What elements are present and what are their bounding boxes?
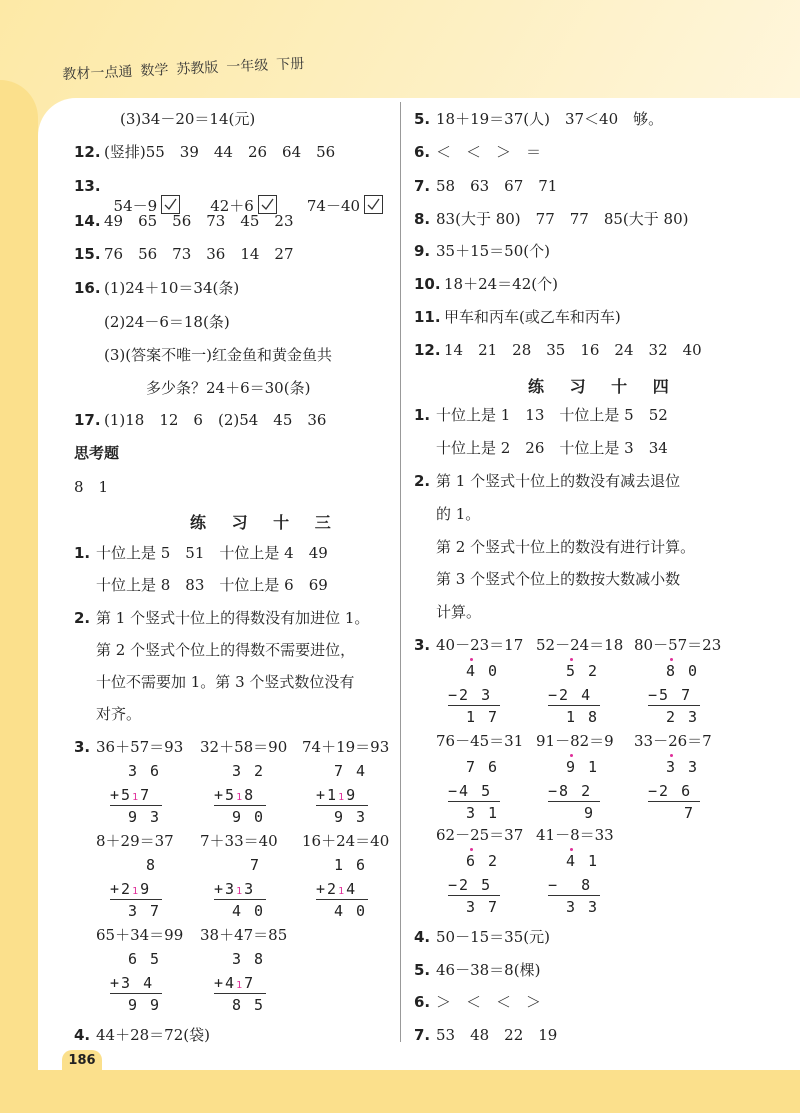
vertical-rule — [448, 801, 500, 802]
equation: 16＋24＝40 — [302, 832, 390, 850]
question-number: 16. — [74, 279, 101, 297]
vertical-digits: +518 — [214, 786, 256, 804]
vertical-rule — [110, 993, 162, 994]
question-number: 12. — [414, 341, 441, 359]
answer-line: 十位上是 8 83 十位上是 6 69 — [96, 576, 328, 594]
vertical-digits: 3 7 — [466, 898, 500, 916]
question-number: 1. — [74, 544, 91, 562]
answer-line: 第 2 个竖式十位上的数没有进行计算。 — [436, 538, 696, 556]
expression: 74－40 — [306, 197, 361, 215]
vertical-digits: − 8 — [548, 876, 593, 894]
answer-line: 76 56 73 36 14 27 — [104, 245, 294, 263]
vertical-digits: +517 — [110, 786, 152, 804]
header-item: 苏教版 — [176, 59, 219, 78]
vertical-digits: 3 2 — [232, 762, 266, 780]
vertical-digits: 3 6 — [128, 762, 162, 780]
vertical-digits: +119 — [316, 786, 358, 804]
vertical-digits: −2 3 — [448, 686, 493, 704]
question-number: 2. — [74, 609, 91, 627]
borrow-dot — [670, 658, 673, 661]
borrow-dot — [570, 848, 573, 851]
expression: 54－9 — [113, 197, 158, 215]
vertical-digits: +3 4 — [110, 974, 155, 992]
answer-line — [104, 177, 383, 215]
vertical-digits: 7 4 — [334, 762, 368, 780]
vertical-digits: −4 5 — [448, 782, 493, 800]
vertical-digits: 3 8 — [232, 950, 266, 968]
vertical-digits: 3 3 — [666, 758, 700, 776]
vertical-rule — [448, 705, 500, 706]
answer-line: 49 65 56 73 45 23 — [104, 212, 294, 230]
question-number: 12. — [74, 143, 101, 161]
vertical-digits: 9 0 — [232, 808, 266, 826]
vertical-digits: 5 2 — [566, 662, 600, 680]
question-number: 1. — [414, 406, 431, 424]
question-number: 3. — [414, 636, 431, 654]
question-number: 6. — [414, 993, 431, 1011]
answer-line: 44＋28＝72(袋) — [96, 1026, 210, 1044]
vertical-rule — [448, 895, 500, 896]
vertical-digits: +219 — [110, 880, 152, 898]
answer-line: (1)18 12 6 (2)54 45 36 — [104, 411, 327, 429]
question-number: 10. — [414, 275, 441, 293]
answer-line: 十位上是 5 51 十位上是 4 49 — [96, 544, 328, 562]
question-number: 4. — [414, 928, 431, 946]
question-number: 4. — [74, 1026, 91, 1044]
vertical-digits: 3 7 — [128, 902, 162, 920]
vertical-rule — [316, 805, 368, 806]
vertical-digits: 7 — [684, 804, 696, 822]
equation: 41－8＝33 — [536, 826, 614, 844]
vertical-rule — [548, 801, 600, 802]
vertical-digits: 7 6 — [466, 758, 500, 776]
equation: 36＋57＝93 — [96, 738, 184, 756]
question-number: 5. — [414, 110, 431, 128]
vertical-digits: 2 3 — [666, 708, 700, 726]
answer-line: 58 63 67 71 — [436, 177, 558, 195]
check-box-icon — [364, 195, 383, 214]
answer-line: 83(大于 80) 77 77 85(大于 80) — [436, 210, 689, 228]
question-number: 7. — [414, 1026, 431, 1044]
equation: 52－24＝18 — [536, 636, 624, 654]
question-number: 11. — [414, 308, 441, 326]
answer-line: (3)34－20＝14(元) — [120, 110, 256, 128]
vertical-digits: 1 8 — [566, 708, 600, 726]
vertical-rule — [648, 801, 700, 802]
answer-line: 18＋24＝42(个) — [444, 275, 558, 293]
vertical-digits: +313 — [214, 880, 256, 898]
answer-line: ＜ ＜ ＞ ＝ — [436, 143, 542, 161]
vertical-rule — [214, 899, 266, 900]
equation: 32＋58＝90 — [200, 738, 288, 756]
vertical-digits: 1 7 — [466, 708, 500, 726]
vertical-digits: 6 5 — [128, 950, 162, 968]
equation: 40－23＝17 — [436, 636, 524, 654]
equation: 7＋33＝40 — [200, 832, 278, 850]
vertical-digits: +417 — [214, 974, 256, 992]
expression: 42＋6 — [210, 197, 254, 215]
borrow-dot — [470, 658, 473, 661]
answer-line: 8 1 — [74, 478, 109, 496]
equation: 80－57＝23 — [634, 636, 722, 654]
vertical-digits: −8 2 — [548, 782, 593, 800]
equation: 38＋47＝85 — [200, 926, 288, 944]
vertical-digits: 9 9 — [128, 996, 162, 1014]
answer-line: 十位上是 1 13 十位上是 5 52 — [436, 406, 668, 424]
vertical-digits: 9 3 — [128, 808, 162, 826]
answer-line: 第 1 个竖式十位上的得数没有加进位 1。 — [96, 609, 370, 627]
vertical-digits: 8 0 — [666, 662, 700, 680]
question-number: 2. — [414, 472, 431, 490]
answer-line: 对齐。 — [96, 705, 142, 723]
vertical-digits: −5 7 — [648, 686, 693, 704]
answer-line: (3)(答案不唯一)红金鱼和黄金鱼共 — [104, 346, 332, 364]
vertical-rule — [214, 805, 266, 806]
equation: 91－82＝9 — [536, 732, 614, 750]
vertical-digits: 9 1 — [566, 758, 600, 776]
vertical-digits: −2 6 — [648, 782, 693, 800]
page-number: 186 — [62, 1050, 102, 1070]
vertical-digits: 4 0 — [466, 662, 500, 680]
vertical-rule — [110, 899, 162, 900]
question-number: 7. — [414, 177, 431, 195]
answer-line: 46－38＝8(棵) — [436, 961, 541, 979]
equation: 76－45＝31 — [436, 732, 524, 750]
vertical-rule — [548, 705, 600, 706]
vertical-digits: 7 — [250, 856, 262, 874]
question-number: 5. — [414, 961, 431, 979]
question-number: 14. — [74, 212, 101, 230]
question-number: 3. — [74, 738, 91, 756]
equation: 33－26＝7 — [634, 732, 712, 750]
question-number: 13. — [74, 177, 101, 195]
answer-line: (1)24＋10＝34(条) — [104, 279, 240, 297]
header-item: 一年级 — [225, 57, 269, 76]
answer-line: 第 2 个竖式个位上的得数不需要进位， — [96, 641, 356, 659]
borrow-dot — [670, 754, 673, 757]
vertical-rule — [110, 805, 162, 806]
vertical-digits: 8 5 — [232, 996, 266, 1014]
section-heading: 练 习 十 三 — [190, 513, 341, 532]
vertical-digits: 4 0 — [232, 902, 266, 920]
header-item: 下册 — [275, 56, 305, 74]
answer-line: 计算。 — [436, 603, 482, 621]
vertical-digits: 8 — [146, 856, 158, 874]
vertical-digits: 9 — [584, 804, 596, 822]
vertical-digits: 6 2 — [466, 852, 500, 870]
bottom-decor-strip — [0, 1070, 800, 1113]
question-number: 8. — [414, 210, 431, 228]
equation: 8＋29＝37 — [96, 832, 174, 850]
borrow-dot — [570, 658, 573, 661]
answer-line: 第 1 个竖式十位上的数没有减去退位 — [436, 472, 681, 490]
vertical-digits: 3 3 — [566, 898, 600, 916]
header-item: 数学 — [140, 62, 169, 80]
answer-line: 53 48 22 19 — [436, 1026, 558, 1044]
question-number: 17. — [74, 411, 101, 429]
vertical-digits: −2 5 — [448, 876, 493, 894]
question-number: 15. — [74, 245, 101, 263]
equation: 62－25＝37 — [436, 826, 524, 844]
vertical-digits: 4 0 — [334, 902, 368, 920]
question-number: 6. — [414, 143, 431, 161]
vertical-rule — [214, 993, 266, 994]
vertical-rule — [316, 899, 368, 900]
equation: 74＋19＝93 — [302, 738, 390, 756]
vertical-digits: +214 — [316, 880, 358, 898]
answer-line: (2)24－6＝18(条) — [104, 313, 230, 331]
vertical-rule — [548, 895, 600, 896]
vertical-digits: 1 6 — [334, 856, 368, 874]
answer-line: 18＋19＝37(人) 37＜40 够。 — [436, 110, 664, 128]
answer-line: 50－15＝35(元) — [436, 928, 550, 946]
borrow-dot — [470, 848, 473, 851]
left-decor-strip — [0, 80, 38, 1113]
header-item: 教材一点通 — [62, 63, 133, 83]
question-number: 9. — [414, 242, 431, 260]
vertical-digits: 3 1 — [466, 804, 500, 822]
answer-line: 的 1。 — [436, 505, 481, 523]
vertical-rule — [648, 705, 700, 706]
answer-line: (竖排)55 39 44 26 64 56 — [104, 143, 336, 161]
answer-line: 十位不需要加 1。第 3 个竖式数位没有 — [96, 673, 355, 691]
section-heading: 练 习 十 四 — [528, 377, 679, 396]
vertical-digits: −2 4 — [548, 686, 593, 704]
answer-line: 14 21 28 35 16 24 32 40 — [444, 341, 702, 359]
answer-line: ＞ ＜ ＜ ＞ — [436, 993, 542, 1011]
borrow-dot — [570, 754, 573, 757]
vertical-digits: 4 1 — [566, 852, 600, 870]
answer-line: 甲车和丙车(或乙车和丙车) — [444, 308, 621, 326]
answer-line: 十位上是 2 26 十位上是 3 34 — [436, 439, 668, 457]
answer-line: 35＋15＝50(个) — [436, 242, 550, 260]
answer-line: 多少条？24＋6＝30(条) — [146, 379, 311, 397]
answer-line: 第 3 个竖式个位上的数按大数减小数 — [436, 570, 681, 588]
equation: 65＋34＝99 — [96, 926, 184, 944]
vertical-digits: 9 3 — [334, 808, 368, 826]
section-title: 思考题 — [74, 444, 120, 462]
column-divider — [400, 102, 401, 1042]
